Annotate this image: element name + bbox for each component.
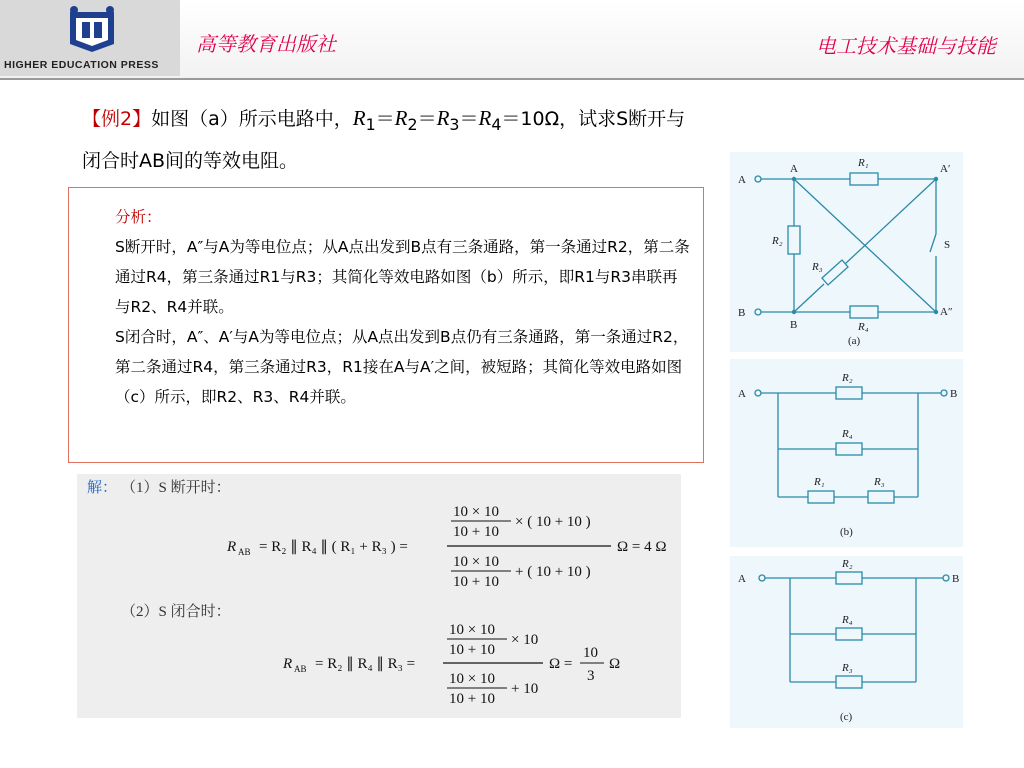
r1-sub: 1	[365, 114, 376, 134]
r3-label: R₃	[842, 662, 853, 674]
r4-symbol: R	[478, 106, 492, 130]
problem-line2: 闭合时AB间的等效电阻。	[82, 149, 299, 172]
eq2-frac-den: 3	[587, 668, 595, 684]
node-a-label: A	[738, 573, 746, 585]
eq2-result-unit: Ω	[609, 656, 621, 672]
eq-sign: ＝	[417, 108, 437, 130]
r3-sub: 3	[449, 114, 460, 134]
analysis-paragraph-closed: S闭合时，A″、A′与A为等电位点；从A点出发到B点仍有三条通路，第一条通过R2，第二条通过R4，第三条通过R3，R1接在A与A′之间，被短路；其简化等效电路如图（c）所示，即R2、R3、R4并联。	[115, 328, 689, 406]
course-title: 电工技术基础与技能	[816, 34, 996, 58]
r4-label: R₄	[842, 428, 853, 440]
publisher-logo	[0, 0, 180, 76]
solution-label: 解：	[87, 480, 118, 496]
eq-sign: ＝	[375, 108, 395, 130]
figure-a-caption: (a)	[848, 335, 861, 347]
eq1-result: Ω = 4 Ω	[617, 539, 667, 555]
circuit-figure-a	[730, 152, 963, 352]
node-b-label: B	[738, 307, 746, 319]
rab-sub: AB	[294, 664, 307, 674]
eq2-den-a: 10 × 10	[449, 671, 495, 687]
node-a-prime-label: A′	[940, 163, 951, 175]
figure-c-caption: (c)	[840, 711, 853, 723]
eq2-frac-num: 10	[583, 645, 598, 661]
eq2-den-b: 10 + 10	[449, 691, 495, 707]
example-tag: 【例2】	[82, 108, 152, 130]
r4-label: R₄	[842, 614, 853, 626]
analysis-box	[68, 187, 704, 463]
r3-label: R₃	[812, 261, 823, 273]
eq2-num-b: 10 + 10	[449, 642, 495, 658]
node-b-label: B	[952, 573, 960, 585]
r1-label: R₁	[858, 157, 869, 169]
rab-symbol: R	[283, 656, 293, 672]
eq2-den-tail: + 10	[511, 681, 539, 697]
problem-text-a: 如图（a）所示电路中，	[151, 108, 353, 130]
publisher-name: 高等教育出版社	[196, 32, 336, 56]
eq-sign: ＝	[459, 108, 479, 130]
equation-open	[226, 504, 667, 590]
circuit-figure-b	[730, 359, 963, 547]
switch-label: S	[944, 239, 951, 251]
r2-label: R₂	[772, 235, 783, 247]
r4-sub: 4	[491, 114, 502, 134]
eq1-num-tail: × ( 10 + 10 )	[515, 514, 591, 530]
eq2-result-pre: Ω =	[549, 656, 573, 672]
equation-closed	[282, 622, 620, 707]
case-open-label: （1）S 断开时：	[121, 480, 231, 496]
eq1-den-a: 10 × 10	[453, 554, 499, 570]
r2-symbol: R	[394, 106, 408, 130]
rab-sub: AB	[238, 547, 251, 557]
circuit-figure-c	[730, 556, 963, 728]
analysis-heading: 分析：	[115, 208, 162, 226]
eq1-num-b: 10 + 10	[453, 524, 499, 540]
eq1-den-b: 10 + 10	[453, 574, 499, 590]
node-a-label: A	[738, 174, 746, 186]
r1-symbol: R	[352, 106, 366, 130]
node-b-bottom-label: B	[790, 319, 798, 331]
eq2-num-tail: × 10	[511, 632, 539, 648]
r3-symbol: R	[436, 106, 450, 130]
r2-label: R₂	[842, 372, 853, 384]
r4-label: R₄	[858, 321, 869, 333]
case-closed-label: （2）S 闭合时：	[121, 604, 231, 620]
node-a-top-label: A	[790, 163, 798, 175]
node-a-double-prime-label: A″	[940, 306, 953, 318]
eq1-den-tail: + ( 10 + 10 )	[515, 564, 591, 580]
slide-header	[0, 0, 1024, 80]
r2-sub: 2	[407, 114, 418, 134]
logo-emblem-icon	[62, 4, 122, 56]
eq1-expression: = R₂ ∥ R₄ ∥ ( R₁ + R₃ ) =	[259, 539, 408, 555]
eq2-num-a: 10 × 10	[449, 622, 495, 638]
logo-text: HIGHER EDUCATION PRESS	[4, 59, 159, 71]
node-b-label: B	[950, 388, 958, 400]
figure-b-caption: (b)	[840, 526, 853, 538]
problem-value: ＝10Ω，试求S断开与	[501, 108, 686, 130]
node-a-label: A	[738, 388, 746, 400]
r3-label: R₃	[874, 476, 885, 488]
analysis-paragraph-open: S断开时，A″与A为等电位点；从A点出发到B点有三条通路，第一条通过R2，第二条通过R4，第三条通过R1与R3；其简化等效电路如图（b）所示，即R1与R3串联再与R2、R4并联。	[115, 238, 690, 316]
r2-label: R₂	[842, 558, 853, 570]
eq2-expression: = R₂ ∥ R₄ ∥ R₃ =	[315, 656, 416, 672]
eq1-num-a: 10 × 10	[453, 504, 499, 520]
r1-label: R₁	[814, 476, 825, 488]
rab-symbol: R	[227, 539, 237, 555]
solution-panel	[77, 474, 681, 718]
